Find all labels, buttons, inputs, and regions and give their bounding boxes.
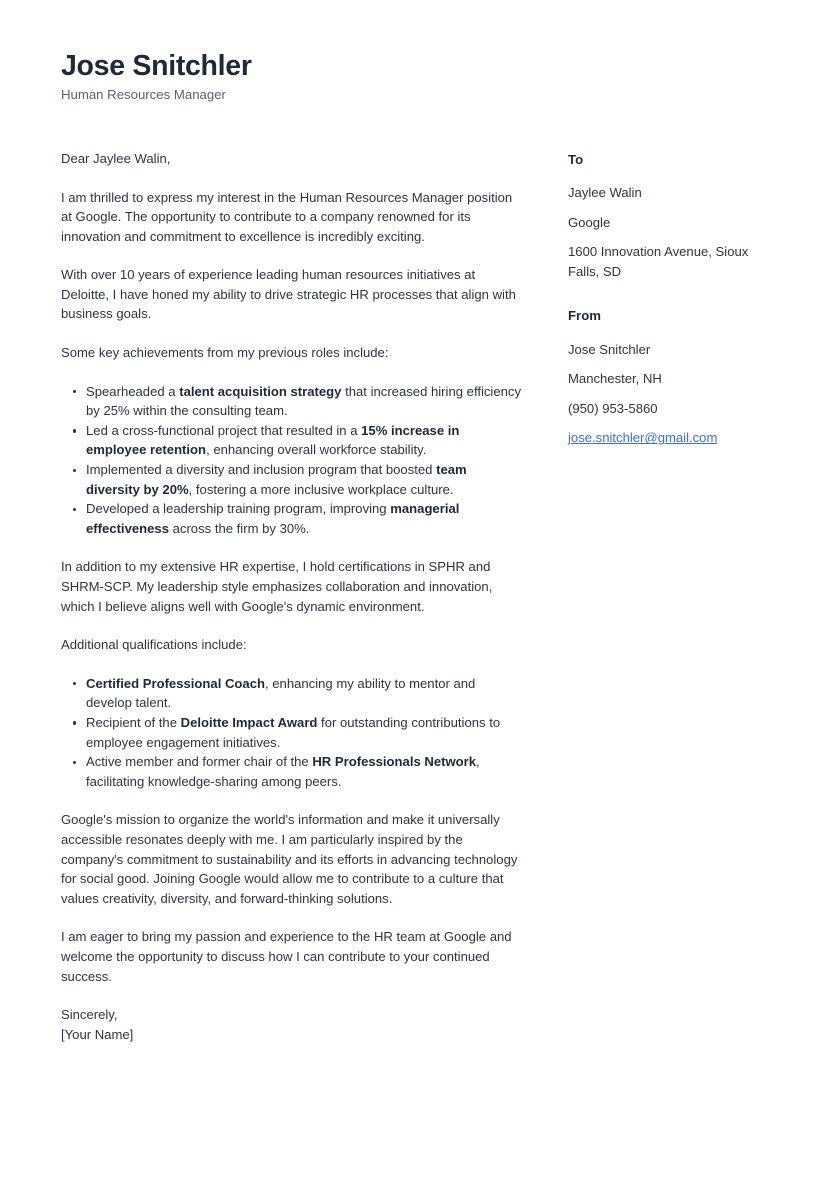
signature-block	[61, 1005, 523, 1044]
sender-heading: From	[568, 308, 601, 324]
item-text-bold: Deloitte Impact Award	[180, 714, 318, 730]
list-item	[61, 382, 523, 421]
list-item	[61, 460, 523, 499]
sender-phone: (950) 953-5860	[568, 400, 658, 416]
paragraph-experience: With over 10 years of experience leading human resources initiatives at Deloitte, I have honed my ability to drive strategic HR processes that align with business goals.	[61, 267, 516, 322]
list-item	[61, 674, 523, 713]
item-text-pre: Spearheaded a	[86, 383, 180, 399]
qualifications-list	[61, 674, 523, 792]
recipient-company: Google	[568, 214, 611, 230]
achievements-intro: Some key achievements from my previous roles include:	[61, 345, 389, 361]
item-text-bold: 15% increase in employee retention	[86, 422, 460, 458]
recipient-block	[568, 151, 773, 282]
item-text-bold: managerial effectiveness	[86, 501, 460, 536]
sender-location: Manchester, NH	[568, 371, 662, 387]
candidate-role: Human Resources Manager	[61, 86, 226, 102]
item-text-pre: Implemented a diversity and inclusion program that boosted	[86, 462, 437, 478]
item-text-bold: Certified Professional Coach	[86, 675, 265, 691]
paragraph-closing: I am eager to bring my passion and experience to the HR team at Google and welcome the opportunity to discuss how I can contribute to your continued success.	[61, 929, 512, 984]
list-item	[61, 713, 523, 752]
item-text-post: , enhancing overall workforce stability.	[206, 442, 427, 458]
item-text-post: , fostering a more inclusive workplace culture.	[188, 481, 454, 497]
item-text-post: , facilitating knowledge-sharing among peers.	[86, 754, 480, 789]
recipient-address: 1600 Innovation Avenue, Sioux Falls, SD	[568, 244, 749, 279]
paragraph-certifications: In addition to my extensive HR expertise, I hold certifications in SPHR and SHRM-SCP. My leadership style emphasizes collaboration and innovation, which I believe aligns well with Google's dynamic environment.	[61, 559, 493, 614]
letter-sidebar	[568, 149, 773, 474]
sender-email-link[interactable]: jose.snitchler@gmail.com	[568, 430, 718, 446]
letter-header	[61, 50, 773, 103]
paragraph-intro: I am thrilled to express my interest in the Human Resources Manager position at Google. The opportunity to contribute to a company renowned for its innovation and commitment to excellence is incredibly exciting.	[61, 189, 513, 244]
salutation: Dear Jaylee Walin,	[61, 150, 171, 166]
item-text-bold: team diversity by 20%	[86, 462, 467, 497]
item-text-pre: Active member and former chair of the	[86, 754, 313, 770]
achievements-list	[61, 382, 523, 539]
candidate-name: Jose Snitchler	[61, 50, 252, 82]
recipient-name: Jaylee Walin	[568, 185, 642, 201]
item-text-post: that increased hiring efficiency by 25% within the consulting team.	[86, 383, 522, 419]
item-text-post: for outstanding contributions to employee engagement initiatives.	[86, 714, 501, 750]
item-text-bold: HR Professionals Network	[312, 754, 477, 770]
letter-columns	[61, 149, 773, 1044]
sign-off: Sincerely,	[61, 1007, 118, 1023]
item-text-bold: talent acquisition strategy	[179, 383, 342, 399]
item-text-post: across the firm by 30%.	[168, 520, 310, 536]
sender-block	[568, 307, 773, 448]
recipient-heading: To	[568, 151, 584, 167]
signature-name: [Your Name]	[61, 1026, 134, 1042]
sender-name: Jose Snitchler	[568, 341, 651, 357]
item-text-pre: Developed a leadership training program, improving	[86, 501, 391, 517]
list-item	[61, 499, 523, 538]
paragraph-mission: Google's mission to organize the world's information and make it universally accessible resonates deeply with me. I am particularly inspired by the company's commitment to sustainability and its efforts in advancing technology for social good. Joining Google would allow me to contribute to a culture that values creativity, diversity, and forward-thinking solutions.	[61, 812, 518, 906]
list-item	[61, 752, 523, 791]
letter-body	[61, 149, 523, 1044]
item-text-pre: Led a cross-functional project that resulted in a	[86, 422, 362, 438]
item-text-pre: Recipient of the	[86, 714, 181, 730]
list-item	[61, 421, 523, 460]
qualifications-intro: Additional qualifications include:	[61, 637, 247, 653]
item-text-post: , enhancing my ability to mentor and develop talent.	[86, 675, 476, 711]
